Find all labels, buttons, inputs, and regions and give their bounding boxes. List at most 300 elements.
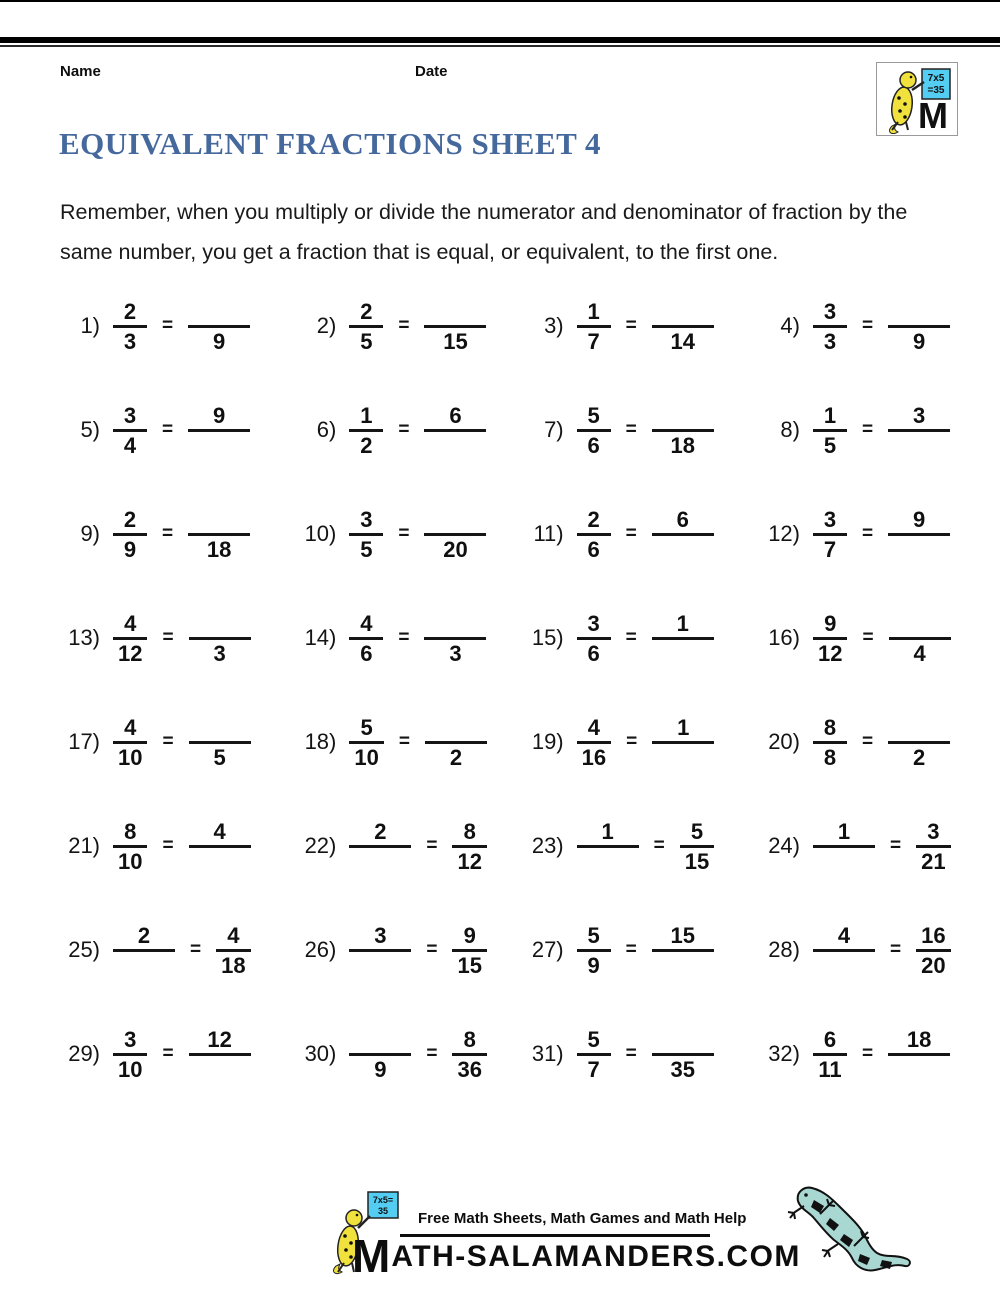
fraction-right bbox=[652, 1026, 714, 1083]
problem-number: 14) bbox=[304, 625, 337, 650]
problem-number: 19) bbox=[531, 729, 564, 754]
fraction-left-numerator: 4 bbox=[124, 610, 137, 636]
fraction-right-denominator bbox=[914, 536, 924, 563]
problem-item bbox=[520, 294, 756, 358]
problem-number: 7) bbox=[544, 417, 564, 442]
equals-sign: = bbox=[862, 627, 874, 648]
problem-number: 20) bbox=[768, 729, 800, 754]
logo-board-text-line1: 7x5 bbox=[927, 73, 945, 84]
equals-sign: = bbox=[861, 523, 874, 544]
fraction-left-numerator: 3 bbox=[374, 922, 387, 948]
equals-sign: = bbox=[889, 939, 902, 960]
equals-sign: = bbox=[625, 523, 637, 544]
fraction-right-numerator bbox=[214, 298, 224, 325]
fraction-left bbox=[577, 818, 639, 875]
equals-sign: = bbox=[398, 627, 410, 648]
fraction-right-numerator: 9 bbox=[912, 506, 926, 532]
problem-number: 16) bbox=[768, 625, 800, 650]
fraction-right-numerator bbox=[215, 610, 225, 637]
equals-sign: = bbox=[861, 419, 874, 440]
problem-item bbox=[292, 814, 519, 878]
fraction-left bbox=[813, 402, 847, 459]
equals-sign: = bbox=[398, 523, 410, 544]
footer-logo-board-line2: 35 bbox=[377, 1206, 389, 1216]
footer-logo-board-line1: 7x5= bbox=[372, 1195, 394, 1205]
problem-number: 24) bbox=[768, 833, 800, 858]
fraction-right-numerator: 6 bbox=[676, 506, 689, 532]
fraction-right-denominator: 2 bbox=[449, 744, 463, 770]
fraction-right bbox=[216, 922, 250, 979]
fraction-left-numerator: 3 bbox=[124, 1026, 137, 1052]
problem-item bbox=[292, 398, 519, 462]
fraction-left-numerator: 1 bbox=[360, 402, 373, 428]
fraction-left bbox=[113, 506, 147, 563]
logo-board-text-line2: =35 bbox=[927, 85, 945, 96]
problem-number: 22) bbox=[304, 833, 337, 858]
fraction-left-numerator: 5 bbox=[360, 714, 373, 740]
equals-sign: = bbox=[625, 419, 637, 440]
fraction-left-numerator: 5 bbox=[587, 1026, 600, 1052]
fraction-left-numerator: 2 bbox=[374, 818, 387, 844]
problem-item bbox=[756, 918, 956, 982]
fraction-left-numerator: 4 bbox=[124, 714, 137, 740]
equals-sign: = bbox=[426, 835, 438, 856]
fraction-left bbox=[113, 818, 147, 875]
problem-item bbox=[756, 1022, 956, 1086]
fraction-left-numerator: 2 bbox=[587, 506, 600, 532]
fraction-right-numerator: 3 bbox=[927, 818, 940, 844]
fraction-right-denominator: 12 bbox=[457, 848, 482, 874]
fraction-right-denominator: 9 bbox=[912, 328, 926, 354]
fraction-right-numerator: 9 bbox=[463, 922, 476, 948]
problem-item bbox=[756, 398, 956, 462]
footer-wordmark-rest: ATH-SALAMANDERS.COM bbox=[391, 1240, 801, 1273]
fraction-left bbox=[113, 610, 147, 667]
fraction-right-numerator bbox=[451, 714, 461, 741]
problem-item bbox=[756, 606, 956, 670]
fraction-right bbox=[424, 610, 486, 667]
problem-number: 3) bbox=[544, 313, 564, 338]
fraction-right-denominator bbox=[450, 432, 460, 459]
name-field-label: Name bbox=[60, 63, 101, 80]
problem-number: 1) bbox=[80, 313, 100, 338]
fraction-left bbox=[349, 402, 383, 459]
problem-number: 5) bbox=[80, 417, 100, 442]
fraction-left-numerator: 3 bbox=[587, 610, 600, 636]
problem-number: 9) bbox=[80, 521, 100, 546]
problem-number: 29) bbox=[68, 1041, 100, 1066]
problem-item bbox=[56, 606, 292, 670]
problem-item bbox=[56, 918, 292, 982]
fraction-right-numerator: 12 bbox=[207, 1026, 232, 1052]
fraction-left-denominator: 9 bbox=[123, 536, 137, 562]
footer bbox=[0, 1182, 1000, 1292]
fraction-right bbox=[452, 818, 486, 875]
fraction-right-denominator bbox=[678, 640, 688, 667]
fraction-right bbox=[889, 610, 951, 667]
fraction-left-denominator: 7 bbox=[587, 328, 600, 354]
fraction-right bbox=[188, 402, 250, 459]
fraction-right-denominator bbox=[678, 536, 688, 563]
fraction-left bbox=[813, 714, 847, 771]
fraction-left bbox=[113, 922, 175, 979]
problem-number: 32) bbox=[768, 1041, 800, 1066]
problem-number: 10) bbox=[304, 521, 337, 546]
fraction-right bbox=[916, 922, 950, 979]
equals-sign: = bbox=[162, 835, 174, 856]
problem-number: 15) bbox=[531, 625, 564, 650]
fraction-right-numerator: 3 bbox=[912, 402, 926, 428]
problem-number: 6) bbox=[316, 417, 337, 442]
top-divider-thick-line bbox=[0, 37, 1000, 43]
fraction-right-denominator: 3 bbox=[213, 640, 226, 666]
fraction-left-numerator: 5 bbox=[587, 922, 600, 948]
problem-item bbox=[56, 398, 292, 462]
fraction-right-denominator: 15 bbox=[684, 848, 710, 874]
fraction-left-numerator: 1 bbox=[823, 402, 837, 428]
equals-sign: = bbox=[861, 731, 874, 752]
fraction-left-numerator: 1 bbox=[587, 298, 600, 324]
fraction-right-numerator: 1 bbox=[676, 610, 689, 636]
problem-item bbox=[756, 814, 956, 878]
fraction-left-numerator: 2 bbox=[123, 506, 137, 532]
fraction-right-denominator: 2 bbox=[912, 744, 926, 770]
fraction-left bbox=[577, 714, 611, 771]
fraction-left bbox=[113, 298, 147, 355]
fraction-right-denominator: 20 bbox=[921, 952, 946, 978]
date-field-label: Date bbox=[415, 63, 448, 80]
fraction-left-denominator bbox=[839, 848, 849, 875]
problems-grid bbox=[56, 294, 956, 1086]
footer-wordmark-m: M bbox=[352, 1230, 392, 1282]
problem-item bbox=[56, 710, 292, 774]
problem-number: 31) bbox=[531, 1041, 564, 1066]
footer-wordmark bbox=[352, 1229, 801, 1283]
problem-number: 8) bbox=[780, 417, 800, 442]
fraction-left-numerator: 2 bbox=[360, 298, 373, 324]
fraction-right-denominator: 21 bbox=[921, 848, 946, 874]
fraction-left bbox=[577, 402, 611, 459]
fraction-left-denominator: 10 bbox=[118, 744, 143, 770]
equals-sign: = bbox=[162, 315, 174, 336]
fraction-left bbox=[349, 298, 383, 355]
fraction-left-denominator: 12 bbox=[118, 640, 143, 666]
fraction-left-numerator: 3 bbox=[823, 298, 837, 324]
fraction-right-numerator bbox=[450, 298, 460, 325]
fraction-left-numerator bbox=[375, 1026, 385, 1053]
fraction-left bbox=[349, 1026, 411, 1083]
fraction-left bbox=[577, 1026, 611, 1083]
equals-sign: = bbox=[626, 731, 638, 752]
fraction-left bbox=[349, 610, 383, 667]
fraction-right-denominator: 5 bbox=[213, 744, 226, 770]
fraction-right-numerator bbox=[678, 402, 688, 429]
fraction-right-numerator: 4 bbox=[227, 922, 240, 948]
problem-item bbox=[520, 398, 756, 462]
fraction-left-denominator bbox=[139, 952, 149, 979]
problem-number: 17) bbox=[68, 729, 100, 754]
problem-item bbox=[56, 502, 292, 566]
fraction-right-denominator bbox=[678, 744, 688, 771]
fraction-right bbox=[652, 610, 714, 667]
problem-item bbox=[520, 606, 756, 670]
fraction-left bbox=[113, 1026, 147, 1083]
problem-number: 23) bbox=[531, 833, 564, 858]
fraction-left-denominator: 7 bbox=[587, 1056, 600, 1082]
fraction-right bbox=[424, 506, 486, 563]
problem-number: 13) bbox=[68, 625, 100, 650]
problem-number: 27) bbox=[531, 937, 564, 962]
top-divider-thin-line bbox=[0, 45, 1000, 47]
problem-item bbox=[292, 606, 519, 670]
problem-number: 4) bbox=[780, 313, 800, 338]
equals-sign: = bbox=[653, 835, 665, 856]
fraction-left-denominator: 8 bbox=[823, 744, 837, 770]
fraction-left bbox=[349, 818, 411, 875]
fraction-right bbox=[888, 506, 950, 563]
problem-number: 2) bbox=[316, 313, 337, 338]
fraction-left-denominator: 6 bbox=[587, 640, 600, 666]
fraction-right bbox=[452, 1026, 486, 1083]
salamander-logo-icon bbox=[878, 64, 956, 134]
fraction-right bbox=[652, 506, 714, 563]
equals-sign: = bbox=[625, 627, 637, 648]
fraction-right bbox=[188, 506, 250, 563]
fraction-left-denominator: 7 bbox=[823, 536, 837, 562]
fraction-right-numerator: 8 bbox=[463, 818, 476, 844]
fraction-left-denominator: 9 bbox=[374, 1056, 387, 1082]
fraction-left-numerator: 1 bbox=[601, 818, 614, 844]
problem-number: 28) bbox=[768, 937, 800, 962]
fraction-right-denominator bbox=[914, 432, 924, 459]
problem-item bbox=[756, 294, 956, 358]
fraction-left-denominator: 4 bbox=[123, 432, 137, 458]
fraction-left-denominator bbox=[839, 952, 849, 979]
fraction-left bbox=[813, 506, 847, 563]
fraction-right-denominator: 36 bbox=[457, 1056, 482, 1082]
fraction-right-numerator bbox=[678, 1026, 688, 1053]
fraction-left bbox=[813, 818, 875, 875]
equals-sign: = bbox=[889, 835, 902, 856]
fraction-left bbox=[813, 610, 847, 667]
fraction-right-numerator bbox=[914, 714, 924, 741]
fraction-left-numerator: 3 bbox=[360, 506, 373, 532]
equals-sign: = bbox=[398, 419, 410, 440]
problem-number: 18) bbox=[304, 729, 337, 754]
fraction-left-denominator: 10 bbox=[118, 848, 143, 874]
footer-tagline: Free Math Sheets, Math Games and Math Help bbox=[418, 1210, 747, 1227]
fraction-right-numerator bbox=[214, 506, 224, 533]
equals-sign: = bbox=[861, 1043, 874, 1064]
instructions-text: Remember, when you multiply or divide the numerator and denominator of fraction by the same number, you get a fraction that is equal, or equivalent, to the first one. bbox=[60, 199, 908, 265]
fraction-left-denominator: 11 bbox=[818, 1056, 842, 1082]
fraction-left-denominator: 16 bbox=[581, 744, 607, 770]
equals-sign: = bbox=[162, 731, 174, 752]
fraction-right bbox=[452, 922, 486, 979]
fraction-left-numerator: 1 bbox=[837, 818, 851, 844]
fraction-left bbox=[813, 298, 847, 355]
fraction-left bbox=[349, 714, 383, 771]
fraction-left-denominator bbox=[375, 848, 385, 875]
fraction-left bbox=[113, 714, 147, 771]
equals-sign: = bbox=[398, 731, 410, 752]
equals-sign: = bbox=[625, 939, 637, 960]
fraction-left-numerator: 4 bbox=[587, 714, 600, 740]
fraction-right-numerator: 5 bbox=[690, 818, 704, 844]
fraction-left-denominator: 6 bbox=[587, 432, 600, 458]
problem-item bbox=[756, 502, 956, 566]
fraction-left bbox=[349, 506, 383, 563]
fraction-left-denominator: 3 bbox=[123, 328, 137, 354]
problem-number: 11) bbox=[533, 521, 564, 546]
fraction-left-denominator: 9 bbox=[587, 952, 600, 978]
fraction-left bbox=[577, 922, 611, 979]
fraction-left-numerator: 2 bbox=[137, 922, 151, 948]
fraction-right-numerator: 8 bbox=[463, 1026, 476, 1052]
fraction-right-denominator bbox=[215, 848, 225, 875]
fraction-right-denominator: 15 bbox=[443, 328, 468, 354]
fraction-left-denominator bbox=[603, 848, 613, 875]
problem-item bbox=[292, 1022, 519, 1086]
fraction-right-denominator: 18 bbox=[670, 432, 695, 458]
fraction-left bbox=[577, 298, 611, 355]
fraction-right bbox=[888, 402, 950, 459]
fraction-right-numerator bbox=[678, 298, 688, 325]
fraction-left bbox=[577, 610, 611, 667]
problem-item bbox=[292, 710, 519, 774]
problem-item bbox=[520, 814, 756, 878]
problem-item bbox=[520, 502, 756, 566]
equals-sign: = bbox=[398, 315, 410, 336]
problem-item bbox=[520, 1022, 756, 1086]
equals-sign: = bbox=[162, 419, 174, 440]
problem-number: 26) bbox=[304, 937, 337, 962]
fraction-right bbox=[189, 818, 251, 875]
fraction-right-numerator: 6 bbox=[449, 402, 462, 428]
footer-gecko-icon bbox=[782, 1182, 922, 1292]
top-divider bbox=[0, 37, 1000, 47]
fraction-left-numerator: 5 bbox=[587, 402, 600, 428]
fraction-right-denominator: 18 bbox=[206, 536, 232, 562]
fraction-left-denominator bbox=[375, 952, 385, 979]
fraction-right-numerator: 16 bbox=[921, 922, 946, 948]
fraction-right-numerator bbox=[450, 610, 460, 637]
fraction-left-denominator: 12 bbox=[817, 640, 843, 666]
fraction-right bbox=[888, 714, 950, 771]
fraction-right-denominator: 3 bbox=[449, 640, 462, 666]
problem-item bbox=[292, 502, 519, 566]
problem-item bbox=[56, 814, 292, 878]
fraction-right-denominator: 9 bbox=[212, 328, 226, 354]
fraction-right bbox=[888, 1026, 950, 1083]
gecko-illustration bbox=[782, 1182, 922, 1287]
fraction-right-denominator: 15 bbox=[457, 952, 482, 978]
fraction-right-denominator: 20 bbox=[443, 536, 468, 562]
fraction-right-denominator: 18 bbox=[221, 952, 246, 978]
fraction-left-denominator: 6 bbox=[360, 640, 373, 666]
fraction-left-numerator: 9 bbox=[824, 610, 837, 636]
problem-item bbox=[56, 294, 292, 358]
fraction-left bbox=[113, 402, 147, 459]
fraction-left-denominator: 10 bbox=[354, 744, 379, 770]
fraction-right-numerator: 18 bbox=[906, 1026, 932, 1052]
fraction-right bbox=[652, 402, 714, 459]
fraction-right bbox=[189, 610, 251, 667]
fraction-right-denominator: 4 bbox=[913, 640, 926, 666]
fraction-right-denominator bbox=[215, 1056, 225, 1083]
fraction-right-numerator: 15 bbox=[670, 922, 695, 948]
fraction-left-numerator: 8 bbox=[823, 714, 837, 740]
fraction-left-denominator: 10 bbox=[118, 1056, 143, 1082]
fraction-right-numerator: 9 bbox=[212, 402, 226, 428]
fraction-right bbox=[652, 298, 714, 355]
fraction-left-denominator: 5 bbox=[360, 328, 373, 354]
problem-item bbox=[756, 710, 956, 774]
math-salamanders-logo bbox=[876, 62, 958, 136]
fraction-right-denominator: 35 bbox=[670, 1056, 695, 1082]
problem-item bbox=[56, 1022, 292, 1086]
equals-sign: = bbox=[162, 627, 174, 648]
fraction-right bbox=[652, 714, 714, 771]
fraction-left-numerator: 3 bbox=[823, 506, 837, 532]
fraction-left-denominator: 5 bbox=[360, 536, 373, 562]
fraction-right bbox=[189, 1026, 251, 1083]
fraction-right-denominator bbox=[214, 432, 224, 459]
problem-item bbox=[292, 918, 519, 982]
equals-sign: = bbox=[861, 315, 874, 336]
equals-sign: = bbox=[426, 939, 438, 960]
fraction-right bbox=[425, 714, 487, 771]
fraction-right bbox=[680, 818, 714, 875]
fraction-right-denominator: 14 bbox=[670, 328, 695, 354]
fraction-left-denominator: 3 bbox=[823, 328, 837, 354]
fraction-left-numerator: 6 bbox=[823, 1026, 837, 1052]
fraction-left-numerator: 4 bbox=[837, 922, 851, 948]
equals-sign: = bbox=[625, 315, 637, 336]
problem-item bbox=[520, 918, 756, 982]
fraction-right-numerator bbox=[914, 298, 924, 325]
fraction-right bbox=[424, 402, 486, 459]
problem-number: 21) bbox=[68, 833, 100, 858]
fraction-left bbox=[813, 922, 875, 979]
fraction-right bbox=[424, 298, 486, 355]
fraction-left bbox=[813, 1026, 847, 1083]
equals-sign: = bbox=[190, 939, 202, 960]
fraction-right bbox=[888, 298, 950, 355]
fraction-left-numerator: 3 bbox=[123, 402, 137, 428]
problem-number: 12) bbox=[768, 521, 800, 546]
fraction-left-numerator: 4 bbox=[360, 610, 373, 636]
equals-sign: = bbox=[162, 523, 174, 544]
fraction-left-denominator: 2 bbox=[360, 432, 373, 458]
fraction-right-numerator: 4 bbox=[213, 818, 226, 844]
fraction-right-denominator bbox=[678, 952, 688, 979]
fraction-right bbox=[189, 714, 251, 771]
fraction-right-numerator bbox=[215, 714, 225, 741]
fraction-right-numerator: 1 bbox=[677, 714, 690, 740]
equals-sign: = bbox=[162, 1043, 174, 1064]
fraction-right-numerator bbox=[450, 506, 460, 533]
equals-sign: = bbox=[625, 1043, 637, 1064]
fraction-right-denominator bbox=[914, 1056, 924, 1083]
fraction-left-denominator: 6 bbox=[587, 536, 600, 562]
fraction-left bbox=[577, 506, 611, 563]
fraction-right-numerator bbox=[915, 610, 925, 637]
fraction-left-numerator: 2 bbox=[123, 298, 137, 324]
fraction-right bbox=[188, 298, 250, 355]
fraction-left bbox=[349, 922, 411, 979]
problem-item bbox=[520, 710, 756, 774]
